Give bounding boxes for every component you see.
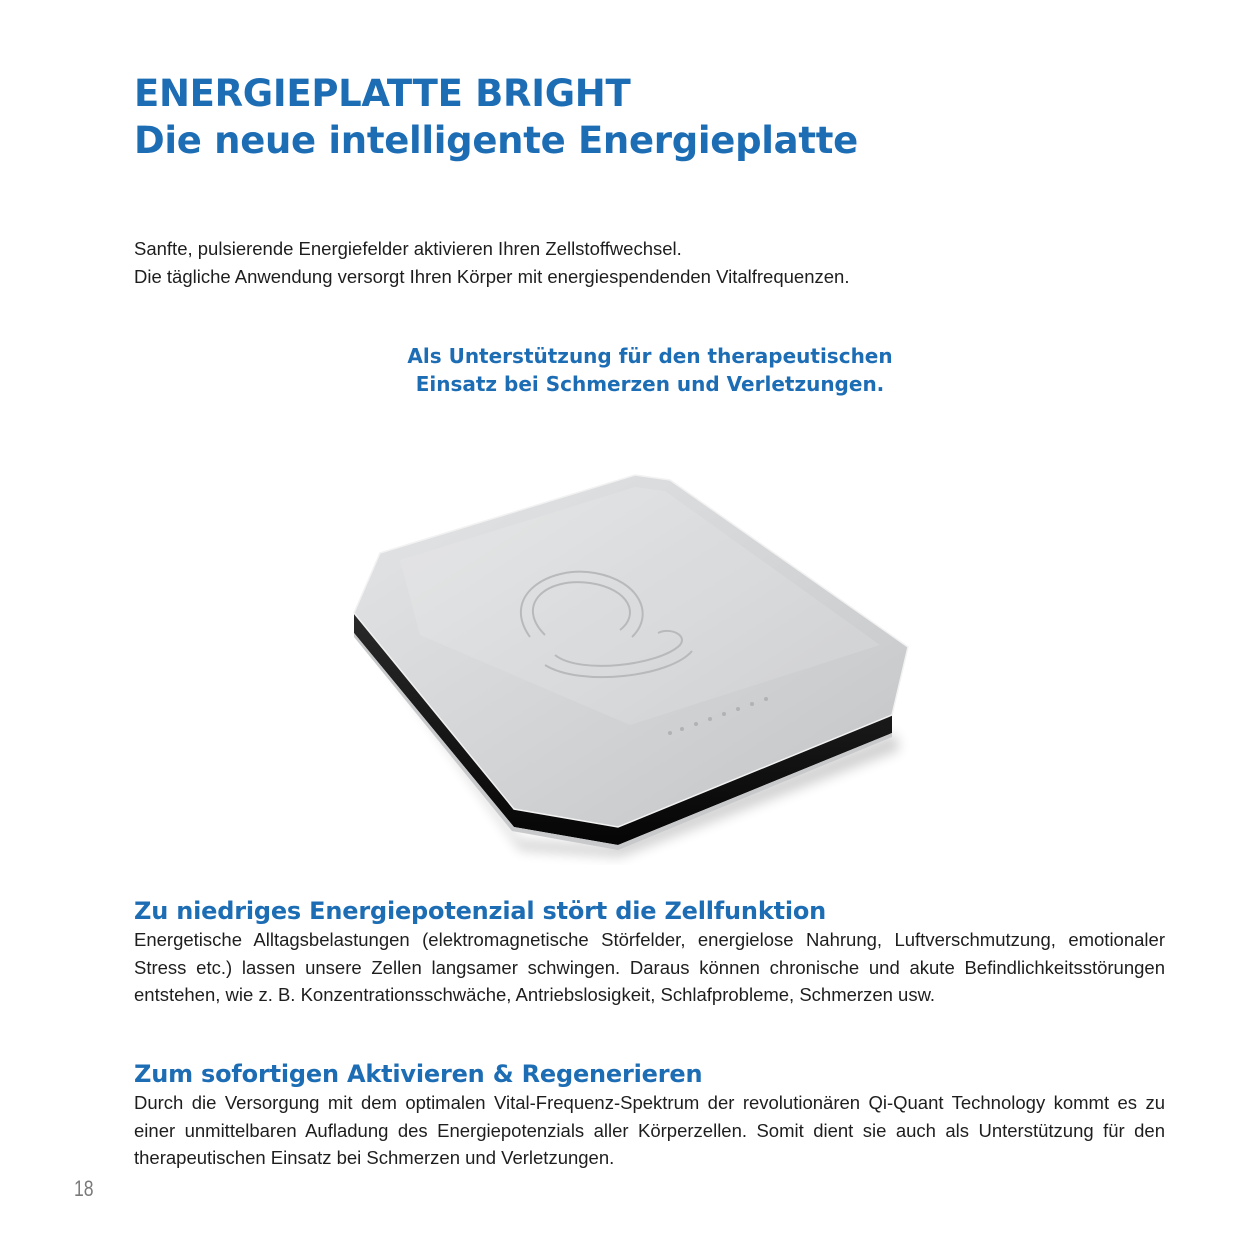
intro-paragraph — [134, 235, 1174, 291]
intro-line-1: Sanfte, pulsierende Energiefelder aktivieren Ihren Zellstoffwechsel. — [134, 238, 682, 259]
section-activation — [134, 1059, 1165, 1172]
intro-line-2: Die tägliche Anwendung versorgt Ihren Körper mit energiespendenden Vitalfrequenzen. — [134, 266, 850, 287]
section-body: Energetische Alltagsbelastungen (elektromagnetische Störfelder, energielose Nahrung, Luftverschmutzung, emotionaler Stress etc.) lassen unsere Zellen langsamer schwingen. Daraus können chronische und akute Befindlichkeitsstörungen entstehen, wie z. B. Konzentrationsschwäche, Antriebslosigkeit, Schlafprobleme, Schmerzen usw. — [134, 929, 1165, 1005]
page-subtitle: Die neue intelligente Energieplatte — [134, 119, 858, 162]
page-number: 18 — [74, 1176, 94, 1201]
section-energy-potential — [134, 896, 1165, 1009]
product-image — [340, 465, 920, 865]
octagonal-energy-plate-icon — [340, 465, 920, 865]
section-body: Durch die Versorgung mit dem optimalen Vital-Frequenz-Spektrum der revolutionären Qi-Quant Technology kommt es zu einer unmittelbaren Aufladung des Energiepotenzials aller Körperzellen. Somit dient sie auch als Unterstützung für den therapeutischen Einsatz bei Schmerzen und Verletzungen. — [134, 1092, 1165, 1168]
callout-text — [300, 342, 1000, 398]
section-heading: Zum sofortigen Aktivieren & Regenerieren — [134, 1060, 703, 1088]
callout-line-1: Als Unterstützung für den therapeutischen — [407, 344, 893, 368]
page-header — [134, 70, 1134, 164]
section-heading: Zu niedriges Energiepotenzial stört die Zellfunktion — [134, 897, 827, 925]
callout-line-2: Einsatz bei Schmerzen und Verletzungen. — [415, 372, 885, 396]
page-title: ENERGIEPLATTE BRIGHT — [134, 72, 631, 115]
